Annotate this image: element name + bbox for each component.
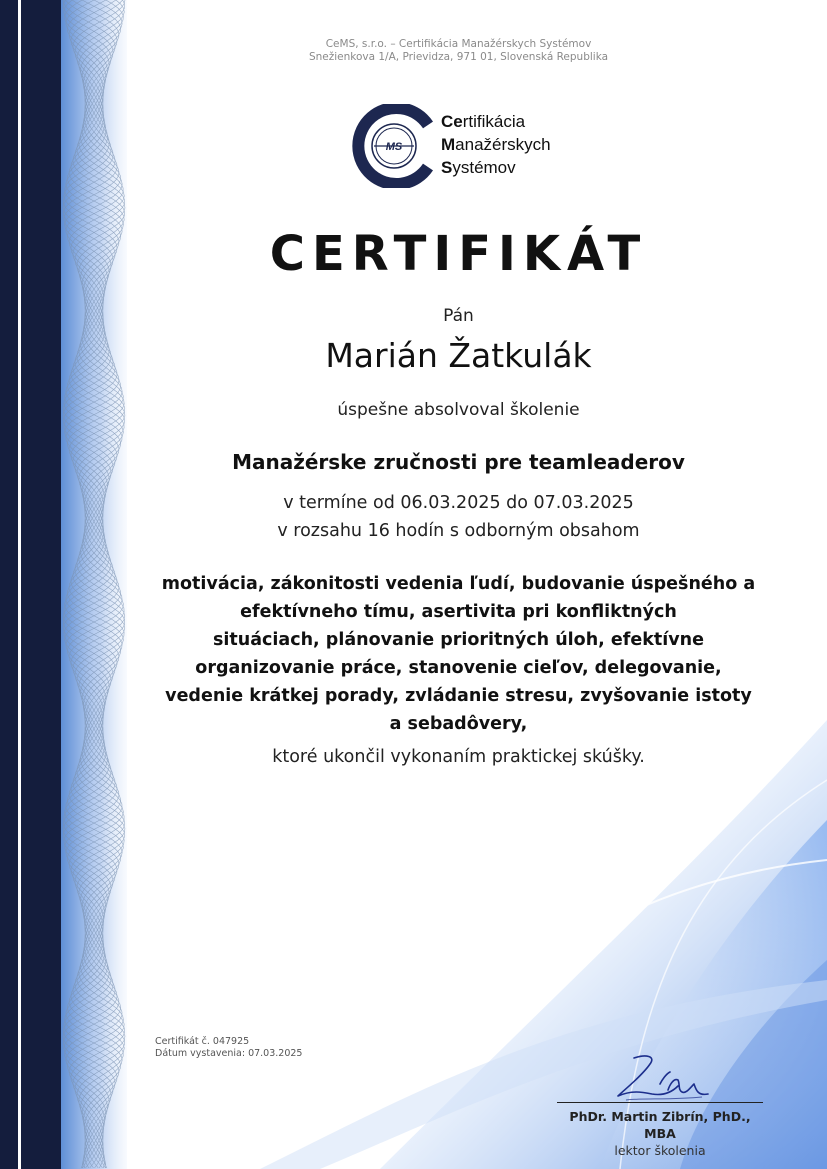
issue-date: Dátum vystavenia: 07.03.2025 xyxy=(155,1048,303,1059)
signer-role: lektor školenia xyxy=(614,1143,706,1158)
completion-text: ktoré ukončil vykonaním praktickej skúšky. xyxy=(272,747,645,767)
topics-line: a sebadôvery, xyxy=(389,714,528,734)
topics-line: organizovanie práce, stanovenie cieľov, delegovanie, xyxy=(195,658,722,678)
signer-block xyxy=(557,1108,763,1159)
logo-mark-text: MS xyxy=(385,141,403,153)
certificate-meta xyxy=(155,1036,302,1060)
recipient-name: Marián Žatkulák xyxy=(325,336,592,375)
certificate-title: CERTIFIKÁT xyxy=(269,226,648,282)
topics-line: motivácia, zákonitosti vedenia ľudí, budovanie úspešného a xyxy=(161,574,756,594)
logo-word3-initial: S xyxy=(441,158,453,177)
topics-line: situáciach, plánovanie prioritných úloh, efektívne xyxy=(213,630,704,650)
topics-line: efektívneho tímu, asertivita pri konfliktných xyxy=(240,602,677,622)
course-term: v termíne od 06.03.2025 do 07.03.2025 xyxy=(283,493,634,513)
cems-logo xyxy=(352,104,592,188)
logo-word2-initial: M xyxy=(441,135,456,154)
logo-word1-rest: rtifikácia xyxy=(462,112,526,131)
handwritten-signature xyxy=(612,1050,712,1104)
logo-word2-rest: anažérskych xyxy=(455,135,551,154)
signer-name: PhDr. Martin Zibrín, PhD., xyxy=(569,1109,751,1124)
completed-text: úspešne absolvoval školenie xyxy=(337,400,580,420)
certificate-number: Certifikát č. 047925 xyxy=(155,1036,250,1047)
signer-degree: MBA xyxy=(644,1126,676,1141)
signature-line xyxy=(557,1102,763,1103)
issuer-line: CeMS, s.r.o. – Certifikácia Manažérskych Systémov xyxy=(325,38,592,50)
logo-ring-icon xyxy=(352,104,436,188)
logo-word1-initial: Ce xyxy=(441,112,463,131)
issuer-address xyxy=(60,38,827,64)
logo-word3-rest: ystémov xyxy=(452,158,516,177)
issuer-address-line: Snežienkova 1/A, Prievidza, 971 01, Slovenská Republika xyxy=(308,51,609,63)
salutation: Pán xyxy=(443,306,474,326)
course-name: Manažérske zručnosti pre teamleaderov xyxy=(232,450,685,474)
course-topics xyxy=(145,570,772,738)
course-scope: v rozsahu 16 hodín s odborným obsahom xyxy=(277,521,640,541)
topics-line: vedenie krátkej porady, zvládanie stresu, zvyšovanie istoty xyxy=(165,686,752,706)
logo-wordmark xyxy=(441,110,551,179)
